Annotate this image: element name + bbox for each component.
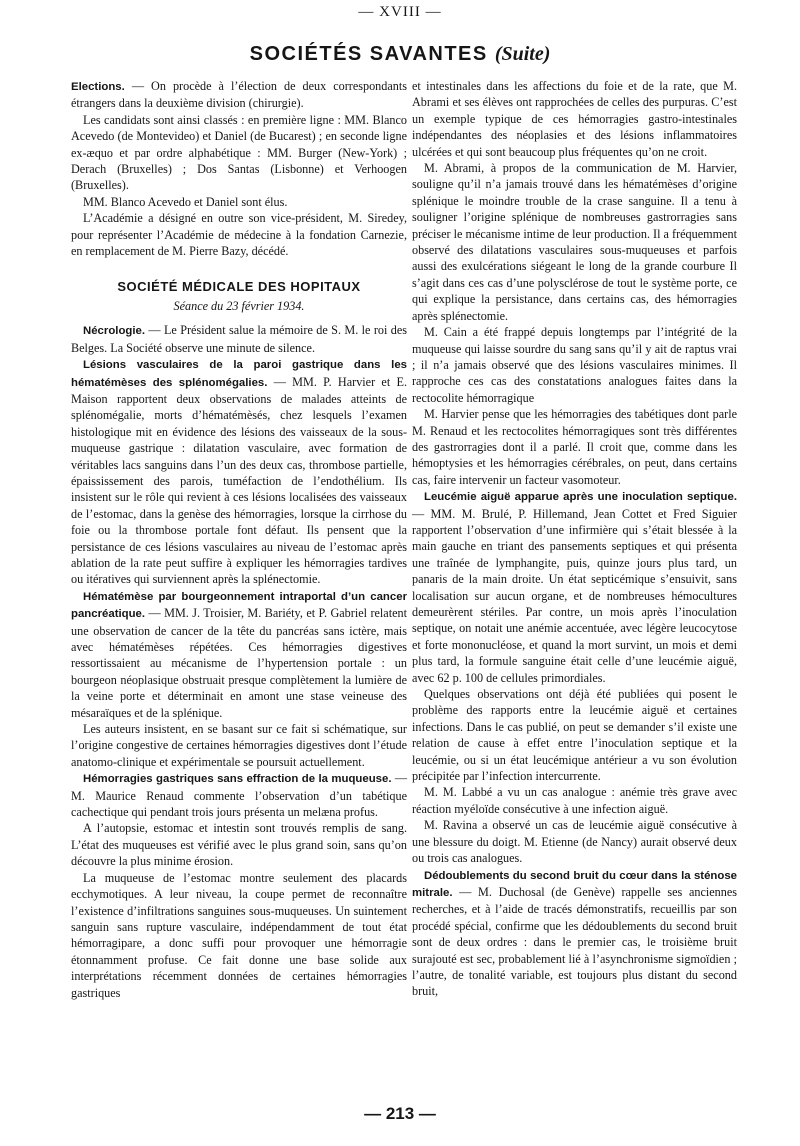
paragraph	[71, 770, 407, 820]
paragraph: M. M. Labbé a vu un cas analogue : anémie très grave avec réaction myéloïde consécutive à une infection aiguë.	[412, 785, 737, 816]
page-header-title	[0, 40, 800, 68]
paragraph: A l’autopsie, estomac et intestin sont trouvés remplis de sang. L’état des muqueuses est vérifié avec le plus grand soin, sans qu’on découvre la plus minime érosion.	[71, 821, 407, 869]
paragraph: La muqueuse de l’estomac montre seulement des placards ecchymotiques. A leur niveau, la coupe permet de reconnaître l’existence d’infiltrations sanguines sous-muqueuses. Un suintement sanguin sans rupture vasculaire, indépendamment de tout état hémorragipare, a donc suffi pour provoquer une hémorragie étonnamment profuse. Ce fait donne une base solide aux interprétations récemment données de certaines hémorragies gastriques	[71, 870, 407, 1000]
seance-date: Séance du 23 février 1934.	[173, 298, 305, 313]
paragraph: Les auteurs insistent, en se basant sur ce fait si schématique, sur l’origine congestive de certaines hémorragies digestives dont l’étude anatomo-clinique et expérimentale se poursuit actuellement.	[71, 722, 407, 769]
paragraph: M. Ravina a observé un cas de leucémie aiguë consécutive à une blessure du doigt. M. Etienne (de Nancy) aurait observé deux ou trois cas analogues.	[412, 818, 737, 866]
paragraph: M. Abrami, à propos de la communication de M. Harvier, souligne qu’il n’a jamais trouvé dans les hématémèses d’origine splénique le moindre trouble de la crase sanguine. Il a tenu à souligner l’origine splénique de nombreuses gastrorragies sans préciser le mécanisme intime de leur production. Il a fréquemment observé des dilatations vasculaires sous-muqueuses et parfois aussi des exulcérations siégeant le long de la grande courbure Il s’agit dans ces cas d’une polysclérose de tout le système porte, ce qui explique la persistance, dans certains cas, des hémorragies après splénectomie.	[412, 161, 737, 323]
paragraph-text: — On procède à l’élection de deux correspondants étrangers dans la deuxième division (chirurgie).	[71, 79, 407, 111]
run-in-heading: Elections.	[71, 81, 125, 93]
run-in-heading: Hémorragies gastriques sans effraction de la muqueuse.	[83, 773, 392, 786]
paragraph: MM. Blanco Acevedo et Daniel sont élus.	[83, 194, 288, 209]
paragraph	[71, 356, 407, 588]
paragraph: Quelques observations ont déjà été publiées qui posent le problème des rapports entre la leucémie aiguë et certaines infections. Dans le cas publié, on peut se demander s’il existe une relation de cause à effet entre l’inoculation septique et la leucémie, ou si un état leucémique antérieur a vu son évolution précipitée par l’infection intercurrente.	[412, 687, 737, 784]
run-in-heading: Lésions vasculaires de la paroi gastrique dans les hématémèses des splénomégalies.	[71, 359, 407, 389]
paragraph-text: — M. Duchosal (de Genève) rappelle ses anciennes recherches, et à l’aide de tracés démonstratifs, recueillis par son procédé spécial, confirme que les dédoublements du second bruit sont de deux ordres : dans le premier cas, le troisième bruit surajouté est sec, probablement lié à l’asynchronisme sigmoïdien ; l’autre, de tonalité variable, est toujours plus distant du second bruit,	[412, 884, 737, 999]
paragraph	[71, 322, 407, 356]
paragraph: Les candidats sont ainsi classés : en première ligne : MM. Blanco Acevedo (de Montevideo) et Daniel (de Bucarest) ; en seconde ligne ex-æquo et par ordre alphabétique : MM. Burger (New-York) ; Derach (Bruxelles) ; Dos Santas (Lisbonne) et Verhoogen (Bruxelles).	[71, 112, 407, 193]
paragraph: et intestinales dans les affections du foie et de la rate, que M. Abrami et ses élèves ont rapprochées de celles des purpuras. C’est un exemple typique de ces hémorragies gastro-intestinales indépendantes des néoplasies et des lésions inflammatoires ulcérées et qui sont beaucoup plus fréquentes qu’on ne croit.	[412, 79, 737, 159]
paragraph	[71, 588, 407, 721]
roman-page-number: — XVIII —	[358, 4, 442, 20]
section-title: SOCIÉTÉ MÉDICALE DES HOPITAUX	[117, 279, 361, 295]
paragraph-text: — M. Maurice Renaud commente l’observation d’un tabétique cachectique qui pendant trois jours présenta un melæna profus.	[71, 771, 407, 820]
page-number: — 213 —	[364, 1104, 436, 1123]
paragraph	[412, 867, 737, 1000]
paragraph	[71, 78, 407, 112]
header-title-text: SOCIÉTÉS SAVANTES	[249, 43, 488, 65]
paragraph-text: — MM. P. Harvier et E. Maison rapportent deux observations de malades atteints de splénomégalie, morts d’hématémèsés, chez lesquels l’examen histologique mit en évidence des lésions des vaisseaux de la sous-muqueuse gastrique : dilatation vasculaire, avec formation de véritables lacs sanguins dans l’un des deux cas, thrombose partielle, épaississement des parois, tuméfaction de l’endothélium. Ils insistent sur le rôle qui revient à ces lésions localisées des vaisseaux de l’estomac, dans la genèse des hémorragies, lorsque la cirrhose du foie ou la thrombose portale font défaut. Ils pensent que la persistance de ces lésions vasculaires au niveau de l’estomac après ablation de la rate peut suffire à expliquer les hémorragies tardives ou itératives qui surviennent après la splénectomie.	[71, 374, 408, 587]
paragraph	[412, 488, 737, 686]
paragraph: M. Harvier pense que les hémorragies des tabétiques dont parle M. Renaud et les rectocolites hémorragiques sont très différentes des gastrorragies dont il a parlé. Il croit que, comme dans les hémoptysies et les hémorragies cérébrales, on peut, dans certains cas, faire intervenir un facteur vasomoteur.	[412, 407, 737, 487]
run-in-heading: Leucémie aiguë apparue après une inoculation septique.	[424, 491, 737, 504]
header-title-suffix: (Suite)	[494, 43, 551, 65]
run-in-heading: Nécrologie.	[83, 325, 146, 338]
left-column	[71, 78, 407, 1001]
paragraph-text: — MM. M. Brulé, P. Hillemand, Jean Cottet et Fred Siguier rapportent l’observation d’une infirmière qui s’était blessée à la main gauche en triant des pansements septiques et qui présenta une traînée de lymphangite, puis, quinze jours plus tard, un panaris de la main droite. Un état septicémique s’ensuivit, sans localisation sur aucun organe, et de nombreuses hémocultures demeurèrent stériles. Par contre, un mois après l’inoculation septique, on notait une anémie accentuée, avec légère leucocytose et forte mononucléose, et quand la mort survint, un mois et demi plus tard, la formule sanguine était celle d’une leucémie aiguë, avec 62 p. 100 de cellules primordiales.	[412, 506, 737, 685]
run-in-heading: Dédoublements du second bruit du cœur dans la sténose mitrale.	[412, 869, 737, 899]
right-column	[412, 78, 737, 1000]
paragraph-text: — Le Président salue la mémoire de S. M. le roi des Belges. La Société observe une minute de silence.	[71, 323, 407, 355]
paragraph: L’Académie a désigné en outre son vice-président, M. Siredey, pour représenter l’Académie de médecine à la fondation Carnezie, en remplacement de M. Pierre Bazy, décédé.	[71, 211, 407, 259]
paragraph: M. Cain a été frappé depuis longtemps par l’intégrité de la muqueuse qui laisse sourdre du sang sans qu’il y ait de raptus vrai ; il n’a jamais observé que des lésions vasculaires minimes. Il rapproche ces cas des constatations analogues faites dans la rectocolite hémorragique	[412, 325, 737, 405]
paragraph-text: — MM. J. Troisier, M. Bariéty, et P. Gabriel relatent une observation de cancer de la tête du pancréas sans ictère, mais avec hématémèses répétées. Ces hémorragies digestives ressortissaient au mécanisme de l’hypertension portale : un bourgeon néoplasique obstruait presque complètement la lumière de la veine porte et déterminait en amont une stase veineuse des mésaraïques et de la splénique.	[71, 606, 407, 720]
run-in-heading: Hématémèse par bourgeonnement intraportal d’un cancer pancréatique.	[71, 590, 407, 621]
